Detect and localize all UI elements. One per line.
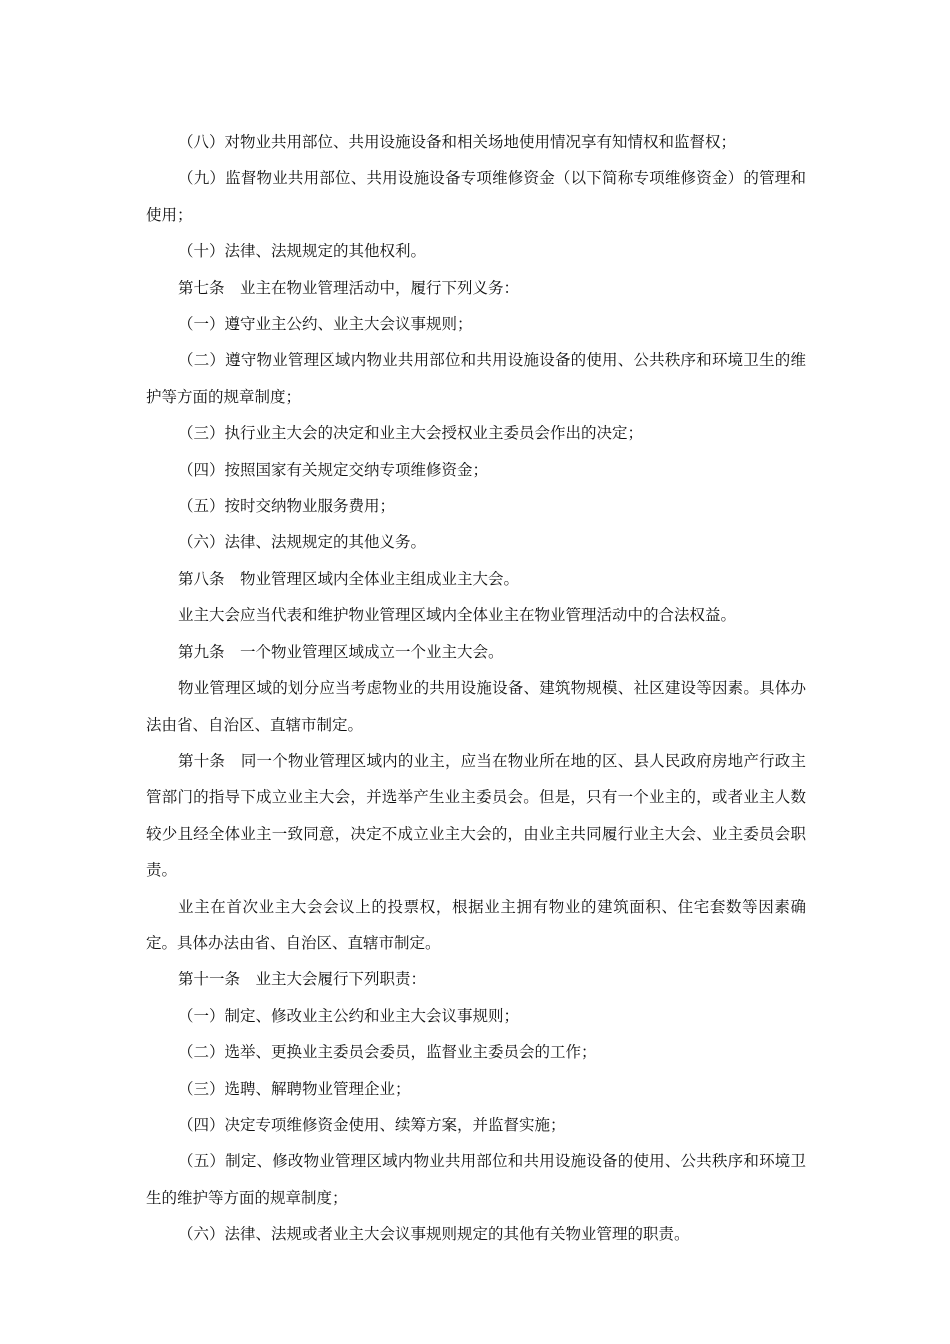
article-heading: 第八条 物业管理区域内全体业主组成业主大会。 <box>178 569 520 588</box>
paragraph: （二）选举、更换业主委员会委员，监督业主委员会的工作； <box>178 1043 597 1062</box>
paragraph: （六）法律、法规或者业主大会议事规则规定的其他有关物业管理的职责。 <box>178 1225 690 1244</box>
paragraph: （五）制定、修改物业管理区域内物业共用部位和共用设施设备的使用、公共秩序和环境卫生的维护等方面的规章制度； <box>146 1152 806 1207</box>
paragraph: 业主大会应当代表和维护物业管理区域内全体业主在物业管理活动中的合法权益。 <box>178 606 737 625</box>
paragraph: （一）制定、修改业主公约和业主大会议事规则； <box>178 1006 520 1025</box>
article-heading: 第十条 同一个物业管理区域内的业主，应当在物业所在地的区、县人民政府房地产行政主管部门的指导下成立业主大会，并选举产生业主委员会。但是，只有一个业主的，或者业主人数较少且经全体业主一致同意，决定不成立业主大会的，由业主共同履行业主大会、业主委员会职责。 <box>146 751 806 880</box>
paragraph: （三）选聘、解聘物业管理企业； <box>178 1079 411 1098</box>
paragraph: （四）按照国家有关规定交纳专项维修资金； <box>178 460 489 479</box>
paragraph: 物业管理区域的划分应当考虑物业的共用设施设备、建筑物规模、社区建设等因素。具体办法由省、自治区、直辖市制定。 <box>146 679 806 734</box>
document-body <box>146 124 806 1253</box>
article-heading: 第十一条 业主大会履行下列职责： <box>178 970 427 989</box>
paragraph: （十）法律、法规规定的其他权利。 <box>178 242 427 261</box>
paragraph: （四）决定专项维修资金使用、续筹方案，并监督实施； <box>178 1115 566 1134</box>
paragraph: （三）执行业主大会的决定和业主大会授权业主委员会作出的决定； <box>178 424 644 443</box>
paragraph: （二）遵守物业管理区域内物业共用部位和共用设施设备的使用、公共秩序和环境卫生的维护等方面的规章制度； <box>146 351 806 406</box>
paragraph: （一）遵守业主公约、业主大会议事规则； <box>178 315 473 334</box>
paragraph: （九）监督物业共用部位、共用设施设备专项维修资金（以下简称专项维修资金）的管理和使用； <box>146 169 806 224</box>
paragraph: （六）法律、法规规定的其他义务。 <box>178 533 427 552</box>
paragraph: 业主在首次业主大会会议上的投票权，根据业主拥有物业的建筑面积、住宅套数等因素确定。具体办法由省、自治区、直辖市制定。 <box>146 897 806 952</box>
article-heading: 第七条 业主在物业管理活动中，履行下列义务： <box>178 278 520 297</box>
paragraph: （五）按时交纳物业服务费用； <box>178 497 396 516</box>
paragraph: （八）对物业共用部位、共用设施设备和相关场地使用情况享有知情权和监督权； <box>178 133 737 151</box>
article-heading: 第九条 一个物业管理区域成立一个业主大会。 <box>178 642 504 661</box>
